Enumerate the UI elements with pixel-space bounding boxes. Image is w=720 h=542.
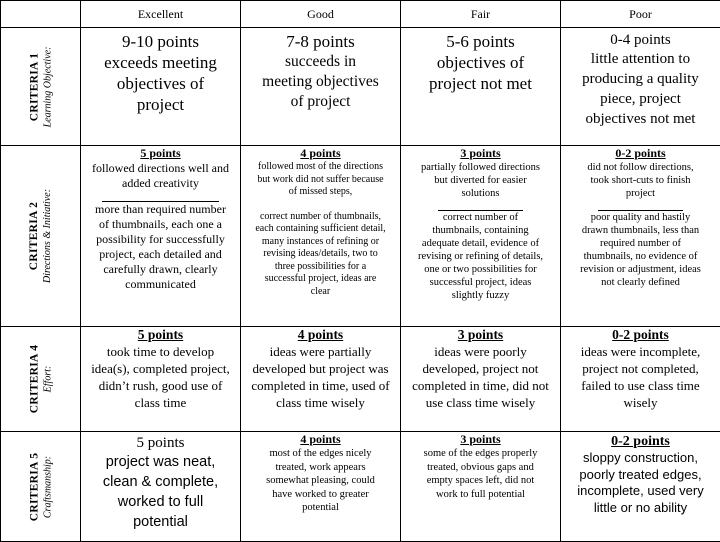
criteria-1-row bbox=[1, 28, 720, 146]
descriptor-line: solutions bbox=[403, 187, 558, 200]
descriptor-line: thumbnails, no evidence of bbox=[563, 250, 718, 263]
criteria-5-label-cell bbox=[1, 432, 81, 542]
descriptor-line: adequate detail, evidence of bbox=[403, 237, 558, 250]
descriptor-line: class time bbox=[83, 394, 238, 411]
points-label: 3 points bbox=[403, 146, 558, 161]
header-fair: Fair bbox=[401, 1, 561, 28]
descriptor-line: project not completed, bbox=[563, 360, 718, 377]
descriptor-line: incomplete, used very bbox=[563, 483, 718, 500]
criteria-1-label-cell bbox=[1, 28, 81, 146]
criteria-1-poor bbox=[561, 28, 720, 146]
criteria-title: CRITERIA 2 bbox=[28, 202, 41, 271]
criteria-title: CRITERIA 4 bbox=[28, 345, 41, 414]
descriptor-line: of missed steps, bbox=[243, 186, 398, 199]
descriptor-line: but work did not suffer because bbox=[243, 174, 398, 187]
descriptor-line: project bbox=[563, 187, 718, 200]
descriptor-line: developed, project not bbox=[403, 360, 558, 377]
descriptor-line: potential bbox=[83, 512, 238, 532]
corner-cell bbox=[1, 1, 81, 28]
points-label: 4 points bbox=[243, 327, 398, 343]
descriptor-line: revising or refining of details, bbox=[403, 250, 558, 263]
descriptor-line: worked to full bbox=[83, 492, 238, 512]
criteria-4-excellent bbox=[81, 327, 241, 432]
descriptor-line: took short-cuts to finish bbox=[563, 174, 718, 187]
points-label: 5 points bbox=[83, 327, 238, 343]
descriptor-line: objectives not met bbox=[563, 109, 718, 129]
descriptor-line: slightly fuzzy bbox=[403, 289, 558, 302]
descriptor-line: revising ideas/details, two to bbox=[243, 248, 398, 261]
descriptor-line: poorly treated edges, bbox=[563, 467, 718, 484]
points-label: 5-6 points bbox=[403, 32, 558, 52]
divider-line bbox=[102, 191, 218, 202]
divider-line bbox=[438, 200, 523, 211]
points-label: 0-4 points bbox=[563, 32, 718, 49]
descriptor-line: objectives of bbox=[403, 52, 558, 73]
descriptor-line: clean & complete, bbox=[83, 472, 238, 492]
descriptor-line: idea(s), completed project, bbox=[83, 360, 238, 377]
divider-line bbox=[598, 200, 683, 211]
descriptor-line: ideas were incomplete, bbox=[563, 343, 718, 360]
descriptor-line: followed directions well and bbox=[83, 161, 238, 176]
descriptor-line: some of the edges properly bbox=[403, 447, 558, 461]
descriptor-line: of project bbox=[243, 92, 398, 112]
descriptor-line: wisely bbox=[563, 394, 718, 411]
descriptor-line: partially followed directions bbox=[403, 161, 558, 174]
criteria-1-fair bbox=[401, 28, 561, 146]
criteria-5-good bbox=[241, 432, 401, 542]
points-label: 4 points bbox=[243, 432, 398, 447]
criteria-2-row bbox=[1, 146, 720, 327]
descriptor-line: completed in time, used of bbox=[243, 377, 398, 394]
descriptor-line: one or two possibilities for bbox=[403, 263, 558, 276]
descriptor-line: exceeds meeting bbox=[83, 52, 238, 73]
descriptor-line: poor quality and hastily bbox=[563, 211, 718, 224]
descriptor-line: ideas were partially bbox=[243, 343, 398, 360]
descriptor-line: many instances of refining or bbox=[243, 236, 398, 249]
criteria-5-excellent bbox=[81, 432, 241, 542]
descriptor-line: little attention to bbox=[563, 49, 718, 69]
criteria-4-row bbox=[1, 327, 720, 432]
points-label: 9-10 points bbox=[83, 32, 238, 52]
descriptor-line: possibility for successfully bbox=[83, 232, 238, 247]
descriptor-line: meeting objectives bbox=[243, 72, 398, 92]
descriptor-line: correct number of thumbnails, bbox=[243, 211, 398, 224]
criteria-2-excellent bbox=[81, 146, 241, 327]
descriptor-line: took time to develop bbox=[83, 343, 238, 360]
points-label: 3 points bbox=[403, 327, 558, 343]
descriptor-line: piece, project bbox=[563, 89, 718, 109]
points-label: 4 points bbox=[243, 146, 398, 161]
descriptor-line: followed most of the directions bbox=[243, 161, 398, 174]
descriptor-line: objectives of bbox=[83, 73, 238, 94]
criteria-title: CRITERIA 1 bbox=[28, 52, 41, 121]
descriptor-line: correct number of bbox=[403, 211, 558, 224]
descriptor-line: treated, obvious gaps and bbox=[403, 461, 558, 475]
descriptor-line: potential bbox=[243, 501, 398, 515]
points-label: 5 points bbox=[83, 146, 238, 161]
descriptor-line: drawn thumbnails, less than bbox=[563, 224, 718, 237]
descriptor-line: successful project, ideas are bbox=[243, 273, 398, 286]
descriptor-line: required number of bbox=[563, 237, 718, 250]
descriptor-line: project, each detailed and bbox=[83, 247, 238, 262]
criteria-4-poor bbox=[561, 327, 720, 432]
descriptor-line: succeeds in bbox=[243, 52, 398, 72]
descriptor-line: three possibilities for a bbox=[243, 261, 398, 274]
descriptor-line: project bbox=[83, 94, 238, 115]
descriptor-line: producing a quality bbox=[563, 69, 718, 89]
criteria-4-good bbox=[241, 327, 401, 432]
criteria-5-row bbox=[1, 432, 720, 542]
descriptor-line: somewhat pleasing, could bbox=[243, 474, 398, 488]
descriptor-line: not clearly defined bbox=[563, 276, 718, 289]
descriptor-line: project was neat, bbox=[83, 452, 238, 472]
criteria-4-label-cell bbox=[1, 327, 81, 432]
descriptor-line: have worked to greater bbox=[243, 488, 398, 502]
descriptor-line: completed in time, did not bbox=[403, 377, 558, 394]
points-label: 3 points bbox=[403, 432, 558, 447]
criteria-subtitle: Craftsmanship: bbox=[41, 455, 54, 517]
criteria-2-good bbox=[241, 146, 401, 327]
descriptor-line: more than required number bbox=[83, 202, 238, 217]
descriptor-line: revision or adjustment, ideas bbox=[563, 263, 718, 276]
criteria-subtitle: Learning Objective: bbox=[41, 46, 54, 127]
criteria-2-label-cell bbox=[1, 146, 81, 327]
descriptor-line: developed but project was bbox=[243, 360, 398, 377]
descriptor-line: most of the edges nicely bbox=[243, 447, 398, 461]
criteria-2-fair bbox=[401, 146, 561, 327]
descriptor-line: work to full potential bbox=[403, 488, 558, 502]
descriptor-line: treated, work appears bbox=[243, 461, 398, 475]
descriptor-line: little or no ability bbox=[563, 500, 718, 517]
criteria-5-poor bbox=[561, 432, 720, 542]
descriptor-line: of thumbnails, each one a bbox=[83, 217, 238, 232]
header-good: Good bbox=[241, 1, 401, 28]
header-poor: Poor bbox=[561, 1, 720, 28]
descriptor-line: each containing sufficient detail, bbox=[243, 223, 398, 236]
descriptor-line: communicated bbox=[83, 277, 238, 292]
descriptor-line: carefully drawn, clearly bbox=[83, 262, 238, 277]
points-label: 0-2 points bbox=[563, 146, 718, 161]
descriptor-line: added creativity bbox=[83, 176, 238, 191]
criteria-title: CRITERIA 5 bbox=[28, 452, 41, 521]
criteria-2-poor bbox=[561, 146, 720, 327]
criteria-subtitle: Directions & Initiative: bbox=[41, 189, 54, 283]
descriptor-line: ideas were poorly bbox=[403, 343, 558, 360]
descriptor-line: didn’t rush, good use of bbox=[83, 377, 238, 394]
descriptor-line: sloppy construction, bbox=[563, 450, 718, 467]
criteria-subtitle: Effort: bbox=[41, 366, 54, 393]
descriptor-line: clear bbox=[243, 286, 398, 299]
descriptor-line: class time wisely bbox=[243, 394, 398, 411]
descriptor-line: use class time wisely bbox=[403, 394, 558, 411]
criteria-1-good bbox=[241, 28, 401, 146]
points-label: 0-2 points bbox=[563, 327, 718, 343]
descriptor-line: successful project, ideas bbox=[403, 276, 558, 289]
descriptor-line: but diverted for easier bbox=[403, 174, 558, 187]
spacer bbox=[243, 199, 398, 211]
header-excellent: Excellent bbox=[81, 1, 241, 28]
descriptor-line: failed to use class time bbox=[563, 377, 718, 394]
points-label: 7-8 points bbox=[243, 32, 398, 52]
header-row bbox=[1, 1, 720, 28]
points-label: 0-2 points bbox=[563, 434, 718, 450]
descriptor-line: project not met bbox=[403, 73, 558, 94]
criteria-4-fair bbox=[401, 327, 561, 432]
descriptor-line: thumbnails, containing bbox=[403, 224, 558, 237]
points-label: 5 points bbox=[83, 435, 238, 452]
descriptor-line: did not follow directions, bbox=[563, 161, 718, 174]
criteria-5-fair bbox=[401, 432, 561, 542]
descriptor-line: empty spaces left, did not bbox=[403, 474, 558, 488]
criteria-1-excellent bbox=[81, 28, 241, 146]
